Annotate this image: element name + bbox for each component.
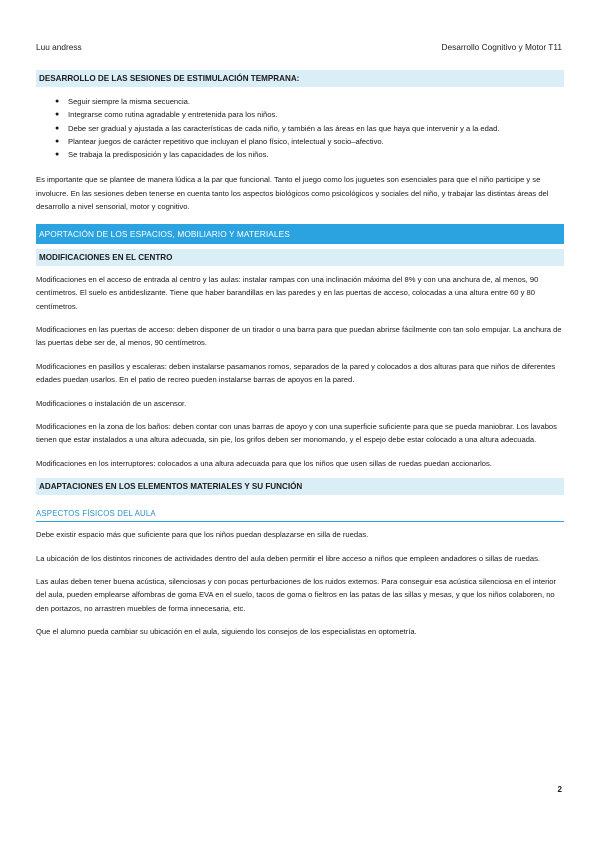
list-item-text: Debe ser gradual y ajustada a las características de cada niño, y también a las áreas en las que haya que intervenir y a la edad. (68, 123, 500, 133)
body-paragraph: Debe existir espacio más que suficiente para que los niños puedan desplazarse en silla de ruedas. (36, 530, 369, 540)
body-paragraph: Que el alumno pueda cambiar su ubicación en el aula, siguiendo los consejos de los especialistas en optometría. (36, 627, 417, 637)
section-heading-modificaciones: MODIFICACIONES EN EL CENTRO (36, 249, 564, 266)
list-item (55, 135, 564, 148)
section-heading-sesiones: DESARROLLO DE LAS SESIONES DE ESTIMULACIÓN TEMPRANA: (36, 70, 564, 87)
list-item-text: Se trabaja la predisposición y las capacidades de los niños. (68, 150, 269, 160)
body-paragraph: Las aulas deben tener buena acústica, silenciosas y con pocas perturbaciones de los ruidos externos. Para conseguir esa acústica silenciosa en el interior del aula, pueden emplearse alfombras de goma EVA en el suelo, tacos de goma o fieltros en las patas de las sillas y mesas, y que los niños colaboren, no den portazos, no arrastren muebles de forma innecesaria, etc. (36, 576, 557, 613)
section-heading-adaptaciones: ADAPTACIONES EN LOS ELEMENTOS MATERIALES Y SU FUNCIÓN (36, 478, 564, 495)
body-paragraph: La ubicación de los distintos rincones de actividades dentro del aula deben permitir el libre acceso a niños que empleen andadores o sillas de ruedas. (36, 553, 541, 563)
body-paragraph: Es importante que se plantee de manera lúdica a la par que funcional. Tanto el juego como los juguetes son esenciales para que el niño participe y se involucre. En las sesiones deben tenerse en cuenta tanto los aspectos biológicos como psicológicos y sociales del niño, y trabajar las distintas áreas del desarrollo a nivel sensorial, motor y cognitivo. (36, 175, 549, 212)
body-paragraph: Modificaciones en el acceso de entrada al centro y las aulas: instalar rampas con una inclinación máxima del 8% y con una anchura de, al menos, 90 centímetros. El suelo es antideslizante. Tiene que haber barandillas en las paredes y en las puertas de acceso, colocadas a una altura entre 60 y 80 centímetros. (36, 274, 539, 311)
list-item (55, 148, 564, 161)
page-number: 2 (557, 785, 562, 794)
body-paragraph: Modificaciones en los interruptores: colocados a una altura adecuada para que los niños que usen sillas de ruedas puedan accionarlos. (36, 458, 492, 468)
body-paragraph: Modificaciones o instalación de un ascensor. (36, 398, 187, 408)
bullet-icon: ● (55, 137, 60, 145)
body-paragraph: Modificaciones en pasillos y escaleras: deben instalarse pasamanos romos, separados de la pared y colocados a dos alturas para que niños de diferentes edades puedan usarlos. En el patio de recreo pueden instalarse barras de apoyos en la pared. (36, 361, 556, 385)
list-item (55, 108, 564, 121)
bullet-list (36, 95, 564, 161)
section-heading-aportacion: APORTACIÓN DE LOS ESPACIOS, MOBILIARIO Y MATERIALES (36, 224, 564, 244)
bullet-icon: ● (55, 98, 60, 105)
list-item (55, 95, 564, 108)
list-item-text: Integrarse como rutina agradable y entretenida para los niños. (68, 110, 278, 120)
list-item (55, 122, 564, 135)
bullet-icon: ● (55, 111, 60, 119)
header-course-title: Desarrollo Cognitivo y Motor T11 (441, 42, 562, 52)
list-item-text: Plantear juegos de carácter repetitivo que incluyan el plano físico, intelectual y socio–afectivo. (68, 136, 384, 146)
body-paragraph: Modificaciones en las puertas de acceso: deben disponer de un tirador o una barra para que puedan abrirse fácilmente con tan solo empujar. La anchura de las puertas debe ser de, al menos, 90 centímetros. (36, 324, 562, 348)
bullet-icon: ● (55, 151, 60, 159)
body-paragraph: Modificaciones en la zona de los baños: deben contar con unas barras de apoyo y con una superficie suficiente para que se pueda maniobrar. Los lavabos tienen que estar instalados a una altura adecuada, sin pie, los grifos deben ser monomando, y el espejo debe estar colocado a una altura adecuada. (36, 421, 557, 445)
list-item-text: Seguir siempre la misma secuencia. (68, 97, 190, 106)
page-content (36, 70, 564, 639)
header-author: Luu andress (36, 42, 82, 52)
subsection-heading-aspectos-fisicos: ASPECTOS FÍSICOS DEL AULA (36, 509, 564, 522)
bullet-icon: ● (55, 124, 60, 132)
